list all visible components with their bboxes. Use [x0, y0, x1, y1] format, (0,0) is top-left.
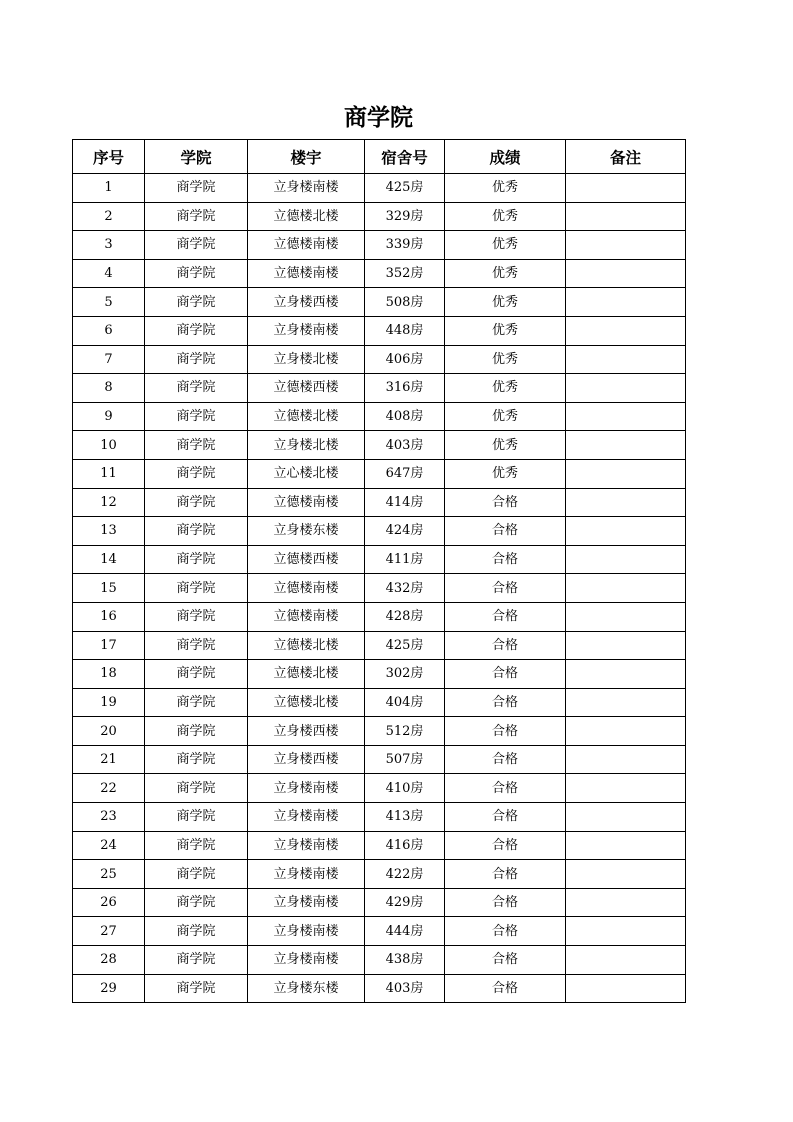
cell-index: 24	[73, 831, 145, 860]
cell-room: 339房	[365, 231, 445, 260]
column-header-college: 学院	[145, 140, 248, 174]
cell-college: 商学院	[145, 717, 248, 746]
cell-grade: 优秀	[445, 316, 566, 345]
table-row	[73, 602, 686, 631]
cell-remark	[566, 831, 686, 860]
cell-remark	[566, 259, 686, 288]
cell-remark	[566, 545, 686, 574]
cell-index: 21	[73, 745, 145, 774]
cell-room: 316房	[365, 374, 445, 403]
cell-index: 5	[73, 288, 145, 317]
cell-remark	[566, 774, 686, 803]
cell-college: 商学院	[145, 917, 248, 946]
cell-building: 立德楼南楼	[248, 231, 365, 260]
cell-remark	[566, 459, 686, 488]
cell-grade: 合格	[445, 660, 566, 689]
cell-room: 512房	[365, 717, 445, 746]
cell-index: 1	[73, 174, 145, 203]
cell-college: 商学院	[145, 431, 248, 460]
cell-room: 507房	[365, 745, 445, 774]
cell-index: 6	[73, 316, 145, 345]
cell-remark	[566, 431, 686, 460]
cell-college: 商学院	[145, 974, 248, 1003]
cell-room: 508房	[365, 288, 445, 317]
cell-college: 商学院	[145, 316, 248, 345]
cell-college: 商学院	[145, 831, 248, 860]
cell-grade: 合格	[445, 888, 566, 917]
table-row	[73, 717, 686, 746]
cell-building: 立德楼南楼	[248, 259, 365, 288]
cell-building: 立身楼南楼	[248, 774, 365, 803]
table-row	[73, 488, 686, 517]
cell-college: 商学院	[145, 545, 248, 574]
cell-remark	[566, 860, 686, 889]
cell-remark	[566, 202, 686, 231]
cell-room: 416房	[365, 831, 445, 860]
cell-grade: 优秀	[445, 259, 566, 288]
cell-building: 立身楼东楼	[248, 974, 365, 1003]
page-title: 商学院	[344, 105, 413, 131]
cell-college: 商学院	[145, 174, 248, 203]
cell-remark	[566, 688, 686, 717]
cell-grade: 合格	[445, 602, 566, 631]
cell-remark	[566, 288, 686, 317]
cell-room: 414房	[365, 488, 445, 517]
cell-room: 413房	[365, 803, 445, 832]
cell-remark	[566, 517, 686, 546]
table-row	[73, 431, 686, 460]
cell-remark	[566, 574, 686, 603]
table-row	[73, 374, 686, 403]
table-row	[73, 259, 686, 288]
table-row	[73, 831, 686, 860]
cell-index: 25	[73, 860, 145, 889]
cell-index: 27	[73, 917, 145, 946]
cell-index: 4	[73, 259, 145, 288]
cell-grade: 优秀	[445, 231, 566, 260]
table-row	[73, 402, 686, 431]
cell-index: 3	[73, 231, 145, 260]
cell-grade: 合格	[445, 745, 566, 774]
cell-room: 404房	[365, 688, 445, 717]
cell-room: 428房	[365, 602, 445, 631]
cell-grade: 优秀	[445, 174, 566, 203]
cell-college: 商学院	[145, 517, 248, 546]
cell-grade: 合格	[445, 631, 566, 660]
table-row	[73, 946, 686, 975]
cell-remark	[566, 917, 686, 946]
cell-index: 17	[73, 631, 145, 660]
cell-room: 425房	[365, 631, 445, 660]
cell-index: 16	[73, 602, 145, 631]
cell-remark	[566, 946, 686, 975]
cell-index: 20	[73, 717, 145, 746]
cell-index: 19	[73, 688, 145, 717]
table-row	[73, 660, 686, 689]
cell-building: 立身楼东楼	[248, 517, 365, 546]
cell-college: 商学院	[145, 946, 248, 975]
cell-index: 8	[73, 374, 145, 403]
cell-building: 立德楼南楼	[248, 602, 365, 631]
cell-room: 403房	[365, 974, 445, 1003]
cell-room: 429房	[365, 888, 445, 917]
cell-index: 9	[73, 402, 145, 431]
table-row	[73, 688, 686, 717]
cell-grade: 优秀	[445, 431, 566, 460]
cell-remark	[566, 402, 686, 431]
table-row	[73, 345, 686, 374]
cell-grade: 优秀	[445, 459, 566, 488]
table-row	[73, 574, 686, 603]
cell-building: 立身楼南楼	[248, 831, 365, 860]
cell-grade: 优秀	[445, 288, 566, 317]
cell-room: 432房	[365, 574, 445, 603]
table-row	[73, 745, 686, 774]
cell-index: 2	[73, 202, 145, 231]
cell-index: 26	[73, 888, 145, 917]
cell-index: 7	[73, 345, 145, 374]
cell-room: 444房	[365, 917, 445, 946]
cell-room: 647房	[365, 459, 445, 488]
column-header-remark: 备注	[566, 140, 686, 174]
table-row	[73, 459, 686, 488]
table-row	[73, 517, 686, 546]
table-row	[73, 888, 686, 917]
cell-remark	[566, 345, 686, 374]
cell-index: 23	[73, 803, 145, 832]
cell-college: 商学院	[145, 631, 248, 660]
cell-index: 10	[73, 431, 145, 460]
table-body	[73, 174, 686, 1003]
cell-grade: 合格	[445, 946, 566, 975]
cell-building: 立心楼北楼	[248, 459, 365, 488]
cell-college: 商学院	[145, 288, 248, 317]
cell-remark	[566, 316, 686, 345]
cell-room: 302房	[365, 660, 445, 689]
cell-grade: 合格	[445, 917, 566, 946]
cell-college: 商学院	[145, 402, 248, 431]
cell-college: 商学院	[145, 574, 248, 603]
cell-room: 329房	[365, 202, 445, 231]
cell-college: 商学院	[145, 202, 248, 231]
cell-building: 立身楼南楼	[248, 860, 365, 889]
cell-college: 商学院	[145, 231, 248, 260]
column-header-index: 序号	[73, 140, 145, 174]
cell-index: 11	[73, 459, 145, 488]
cell-college: 商学院	[145, 374, 248, 403]
cell-building: 立德楼北楼	[248, 202, 365, 231]
cell-index: 28	[73, 946, 145, 975]
cell-index: 15	[73, 574, 145, 603]
cell-grade: 优秀	[445, 402, 566, 431]
table-row	[73, 202, 686, 231]
cell-building: 立身楼西楼	[248, 745, 365, 774]
cell-grade: 合格	[445, 688, 566, 717]
cell-building: 立身楼西楼	[248, 717, 365, 746]
cell-building: 立德楼南楼	[248, 574, 365, 603]
cell-remark	[566, 488, 686, 517]
cell-index: 13	[73, 517, 145, 546]
dormitory-table	[72, 139, 686, 1003]
cell-college: 商学院	[145, 602, 248, 631]
cell-grade: 优秀	[445, 202, 566, 231]
cell-college: 商学院	[145, 774, 248, 803]
cell-index: 12	[73, 488, 145, 517]
cell-remark	[566, 631, 686, 660]
cell-index: 14	[73, 545, 145, 574]
cell-grade: 合格	[445, 574, 566, 603]
cell-room: 438房	[365, 946, 445, 975]
cell-building: 立德楼北楼	[248, 402, 365, 431]
cell-building: 立身楼南楼	[248, 917, 365, 946]
cell-building: 立德楼北楼	[248, 631, 365, 660]
cell-grade: 合格	[445, 831, 566, 860]
cell-college: 商学院	[145, 860, 248, 889]
cell-room: 410房	[365, 774, 445, 803]
cell-building: 立德楼西楼	[248, 374, 365, 403]
cell-college: 商学院	[145, 488, 248, 517]
cell-building: 立身楼南楼	[248, 803, 365, 832]
cell-remark	[566, 374, 686, 403]
cell-grade: 合格	[445, 860, 566, 889]
table-row	[73, 174, 686, 203]
cell-room: 406房	[365, 345, 445, 374]
column-header-room: 宿舍号	[365, 140, 445, 174]
cell-index: 29	[73, 974, 145, 1003]
cell-college: 商学院	[145, 345, 248, 374]
cell-index: 18	[73, 660, 145, 689]
cell-grade: 合格	[445, 545, 566, 574]
cell-building: 立身楼南楼	[248, 888, 365, 917]
cell-college: 商学院	[145, 259, 248, 288]
cell-grade: 优秀	[445, 345, 566, 374]
cell-remark	[566, 974, 686, 1003]
cell-remark	[566, 174, 686, 203]
column-header-building: 楼宇	[248, 140, 365, 174]
table-row	[73, 774, 686, 803]
table-row	[73, 288, 686, 317]
cell-grade: 合格	[445, 517, 566, 546]
table-row	[73, 917, 686, 946]
cell-college: 商学院	[145, 745, 248, 774]
cell-building: 立身楼北楼	[248, 431, 365, 460]
cell-college: 商学院	[145, 888, 248, 917]
cell-remark	[566, 745, 686, 774]
cell-room: 408房	[365, 402, 445, 431]
cell-remark	[566, 803, 686, 832]
cell-grade: 优秀	[445, 374, 566, 403]
table-row	[73, 316, 686, 345]
cell-room: 352房	[365, 259, 445, 288]
cell-building: 立德楼西楼	[248, 545, 365, 574]
cell-building: 立德楼北楼	[248, 688, 365, 717]
cell-grade: 合格	[445, 974, 566, 1003]
cell-room: 411房	[365, 545, 445, 574]
cell-building: 立身楼南楼	[248, 174, 365, 203]
cell-remark	[566, 888, 686, 917]
cell-college: 商学院	[145, 803, 248, 832]
table-row	[73, 974, 686, 1003]
table-row	[73, 631, 686, 660]
table-row	[73, 803, 686, 832]
cell-index: 22	[73, 774, 145, 803]
cell-grade: 合格	[445, 488, 566, 517]
table-row	[73, 545, 686, 574]
cell-college: 商学院	[145, 459, 248, 488]
cell-building: 立身楼北楼	[248, 345, 365, 374]
cell-building: 立身楼南楼	[248, 316, 365, 345]
cell-remark	[566, 717, 686, 746]
cell-grade: 合格	[445, 774, 566, 803]
header-row	[73, 140, 686, 174]
cell-building: 立德楼北楼	[248, 660, 365, 689]
cell-building: 立德楼南楼	[248, 488, 365, 517]
column-header-grade: 成绩	[445, 140, 566, 174]
cell-room: 403房	[365, 431, 445, 460]
cell-room: 425房	[365, 174, 445, 203]
cell-building: 立身楼西楼	[248, 288, 365, 317]
cell-room: 422房	[365, 860, 445, 889]
cell-building: 立身楼南楼	[248, 946, 365, 975]
cell-room: 448房	[365, 316, 445, 345]
cell-college: 商学院	[145, 660, 248, 689]
cell-grade: 合格	[445, 717, 566, 746]
cell-remark	[566, 231, 686, 260]
table-row	[73, 231, 686, 260]
table-row	[73, 860, 686, 889]
cell-grade: 合格	[445, 803, 566, 832]
cell-room: 424房	[365, 517, 445, 546]
cell-college: 商学院	[145, 688, 248, 717]
cell-remark	[566, 602, 686, 631]
cell-remark	[566, 660, 686, 689]
